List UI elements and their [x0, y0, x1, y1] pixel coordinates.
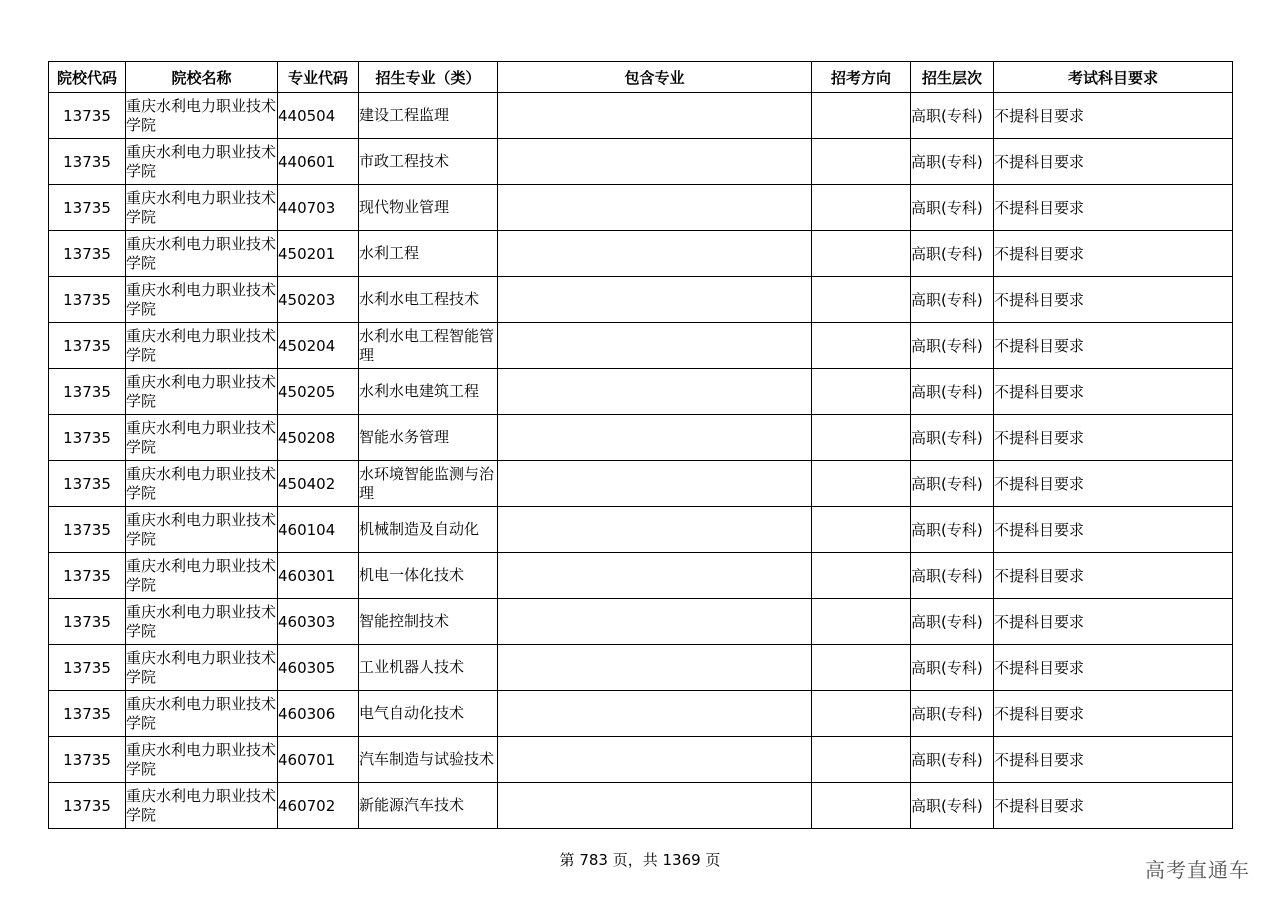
- cell-major-code: 450204: [278, 323, 359, 369]
- cell-direction: [812, 553, 911, 599]
- cell-level: 高职(专科): [911, 553, 994, 599]
- header-major-code: 专业代码: [278, 62, 359, 93]
- cell-major-code: 460306: [278, 691, 359, 737]
- cell-included-majors: [498, 553, 812, 599]
- cell-major-code: 440703: [278, 185, 359, 231]
- cell-major: 水利水电工程技术: [359, 277, 498, 323]
- cell-school-code: 13735: [49, 783, 126, 829]
- cell-major: 市政工程技术: [359, 139, 498, 185]
- cell-included-majors: [498, 507, 812, 553]
- cell-direction: [812, 461, 911, 507]
- cell-requirement: 不提科目要求: [994, 461, 1233, 507]
- cell-school-name: 重庆水利电力职业技术学院: [126, 185, 278, 231]
- cell-direction: [812, 185, 911, 231]
- cell-major: 机电一体化技术: [359, 553, 498, 599]
- cell-level: 高职(专科): [911, 507, 994, 553]
- cell-major: 水利水电工程智能管理: [359, 323, 498, 369]
- cell-requirement: 不提科目要求: [994, 737, 1233, 783]
- cell-school-code: 13735: [49, 139, 126, 185]
- cell-direction: [812, 507, 911, 553]
- cell-level: 高职(专科): [911, 737, 994, 783]
- cell-requirement: 不提科目要求: [994, 139, 1233, 185]
- cell-included-majors: [498, 461, 812, 507]
- cell-included-majors: [498, 93, 812, 139]
- cell-level: 高职(专科): [911, 645, 994, 691]
- cell-requirement: 不提科目要求: [994, 93, 1233, 139]
- cell-direction: [812, 645, 911, 691]
- cell-direction: [812, 323, 911, 369]
- table-row: [49, 139, 1233, 185]
- cell-included-majors: [498, 415, 812, 461]
- cell-school-code: 13735: [49, 415, 126, 461]
- table-row: [49, 93, 1233, 139]
- cell-requirement: 不提科目要求: [994, 599, 1233, 645]
- cell-major: 水利水电建筑工程: [359, 369, 498, 415]
- cell-school-name: 重庆水利电力职业技术学院: [126, 93, 278, 139]
- table-row: [49, 323, 1233, 369]
- cell-included-majors: [498, 231, 812, 277]
- cell-major: 智能控制技术: [359, 599, 498, 645]
- cell-major: 水利工程: [359, 231, 498, 277]
- cell-major-code: 440504: [278, 93, 359, 139]
- cell-major: 机械制造及自动化: [359, 507, 498, 553]
- cell-school-code: 13735: [49, 599, 126, 645]
- header-row: [49, 62, 1233, 93]
- cell-included-majors: [498, 783, 812, 829]
- table-row: [49, 599, 1233, 645]
- cell-direction: [812, 599, 911, 645]
- cell-major-code: 460303: [278, 599, 359, 645]
- cell-requirement: 不提科目要求: [994, 783, 1233, 829]
- cell-school-code: 13735: [49, 553, 126, 599]
- cell-school-code: 13735: [49, 691, 126, 737]
- cell-direction: [812, 231, 911, 277]
- cell-included-majors: [498, 645, 812, 691]
- cell-school-name: 重庆水利电力职业技术学院: [126, 277, 278, 323]
- cell-school-name: 重庆水利电力职业技术学院: [126, 691, 278, 737]
- cell-major: 工业机器人技术: [359, 645, 498, 691]
- cell-included-majors: [498, 691, 812, 737]
- cell-major-code: 460702: [278, 783, 359, 829]
- cell-level: 高职(专科): [911, 461, 994, 507]
- cell-school-name: 重庆水利电力职业技术学院: [126, 323, 278, 369]
- cell-level: 高职(专科): [911, 369, 994, 415]
- cell-major-code: 440601: [278, 139, 359, 185]
- cell-school-name: 重庆水利电力职业技术学院: [126, 369, 278, 415]
- cell-school-code: 13735: [49, 93, 126, 139]
- cell-requirement: 不提科目要求: [994, 231, 1233, 277]
- cell-major-code: 460305: [278, 645, 359, 691]
- header-requirement: 考试科目要求: [994, 62, 1233, 93]
- table-row: [49, 737, 1233, 783]
- cell-included-majors: [498, 323, 812, 369]
- cell-direction: [812, 369, 911, 415]
- cell-direction: [812, 737, 911, 783]
- cell-requirement: 不提科目要求: [994, 185, 1233, 231]
- cell-major-code: 450208: [278, 415, 359, 461]
- cell-major-code: 460104: [278, 507, 359, 553]
- admissions-table: [48, 61, 1233, 829]
- table-row: [49, 231, 1233, 277]
- cell-requirement: 不提科目要求: [994, 369, 1233, 415]
- cell-direction: [812, 415, 911, 461]
- cell-school-code: 13735: [49, 737, 126, 783]
- cell-major-code: 450205: [278, 369, 359, 415]
- cell-school-name: 重庆水利电力职业技术学院: [126, 461, 278, 507]
- cell-direction: [812, 139, 911, 185]
- cell-school-name: 重庆水利电力职业技术学院: [126, 139, 278, 185]
- cell-school-name: 重庆水利电力职业技术学院: [126, 599, 278, 645]
- header-level: 招生层次: [911, 62, 994, 93]
- cell-school-name: 重庆水利电力职业技术学院: [126, 507, 278, 553]
- cell-requirement: 不提科目要求: [994, 645, 1233, 691]
- header-direction: 招考方向: [812, 62, 911, 93]
- cell-school-code: 13735: [49, 507, 126, 553]
- cell-major: 水环境智能监测与治理: [359, 461, 498, 507]
- cell-school-name: 重庆水利电力职业技术学院: [126, 231, 278, 277]
- table-row: [49, 553, 1233, 599]
- cell-major: 汽车制造与试验技术: [359, 737, 498, 783]
- cell-direction: [812, 783, 911, 829]
- cell-school-code: 13735: [49, 323, 126, 369]
- cell-school-name: 重庆水利电力职业技术学院: [126, 783, 278, 829]
- table-row: [49, 783, 1233, 829]
- cell-school-name: 重庆水利电力职业技术学院: [126, 415, 278, 461]
- table-row: [49, 461, 1233, 507]
- cell-included-majors: [498, 369, 812, 415]
- table-row: [49, 645, 1233, 691]
- cell-included-majors: [498, 599, 812, 645]
- cell-level: 高职(专科): [911, 599, 994, 645]
- cell-major-code: 450201: [278, 231, 359, 277]
- header-major: 招生专业（类）: [359, 62, 498, 93]
- page-number: 第 783 页，共 1369 页: [559, 851, 721, 869]
- watermark-logo: 高考直通车: [1145, 858, 1250, 882]
- cell-major: 建设工程监理: [359, 93, 498, 139]
- cell-major: 智能水务管理: [359, 415, 498, 461]
- cell-school-code: 13735: [49, 645, 126, 691]
- cell-requirement: 不提科目要求: [994, 415, 1233, 461]
- cell-level: 高职(专科): [911, 691, 994, 737]
- cell-school-code: 13735: [49, 277, 126, 323]
- cell-school-name: 重庆水利电力职业技术学院: [126, 645, 278, 691]
- cell-school-code: 13735: [49, 461, 126, 507]
- cell-major: 新能源汽车技术: [359, 783, 498, 829]
- cell-level: 高职(专科): [911, 139, 994, 185]
- cell-school-name: 重庆水利电力职业技术学院: [126, 553, 278, 599]
- cell-included-majors: [498, 139, 812, 185]
- cell-included-majors: [498, 277, 812, 323]
- cell-level: 高职(专科): [911, 93, 994, 139]
- header-included-majors: 包含专业: [498, 62, 812, 93]
- cell-direction: [812, 277, 911, 323]
- cell-requirement: 不提科目要求: [994, 553, 1233, 599]
- cell-level: 高职(专科): [911, 323, 994, 369]
- cell-major: 现代物业管理: [359, 185, 498, 231]
- cell-school-code: 13735: [49, 369, 126, 415]
- cell-level: 高职(专科): [911, 415, 994, 461]
- header-school-code: 院校代码: [49, 62, 126, 93]
- cell-major-code: 460301: [278, 553, 359, 599]
- cell-direction: [812, 93, 911, 139]
- table-row: [49, 691, 1233, 737]
- cell-school-name: 重庆水利电力职业技术学院: [126, 737, 278, 783]
- table-row: [49, 415, 1233, 461]
- cell-requirement: 不提科目要求: [994, 277, 1233, 323]
- cell-requirement: 不提科目要求: [994, 507, 1233, 553]
- table-row: [49, 507, 1233, 553]
- cell-included-majors: [498, 737, 812, 783]
- table-row: [49, 369, 1233, 415]
- cell-level: 高职(专科): [911, 185, 994, 231]
- cell-major-code: 450203: [278, 277, 359, 323]
- table-row: [49, 277, 1233, 323]
- cell-school-code: 13735: [49, 185, 126, 231]
- cell-level: 高职(专科): [911, 277, 994, 323]
- cell-level: 高职(专科): [911, 783, 994, 829]
- cell-included-majors: [498, 185, 812, 231]
- cell-requirement: 不提科目要求: [994, 323, 1233, 369]
- header-school-name: 院校名称: [126, 62, 278, 93]
- cell-major-code: 460701: [278, 737, 359, 783]
- cell-school-code: 13735: [49, 231, 126, 277]
- cell-requirement: 不提科目要求: [994, 691, 1233, 737]
- cell-level: 高职(专科): [911, 231, 994, 277]
- cell-direction: [812, 691, 911, 737]
- cell-major-code: 450402: [278, 461, 359, 507]
- table-row: [49, 185, 1233, 231]
- cell-major: 电气自动化技术: [359, 691, 498, 737]
